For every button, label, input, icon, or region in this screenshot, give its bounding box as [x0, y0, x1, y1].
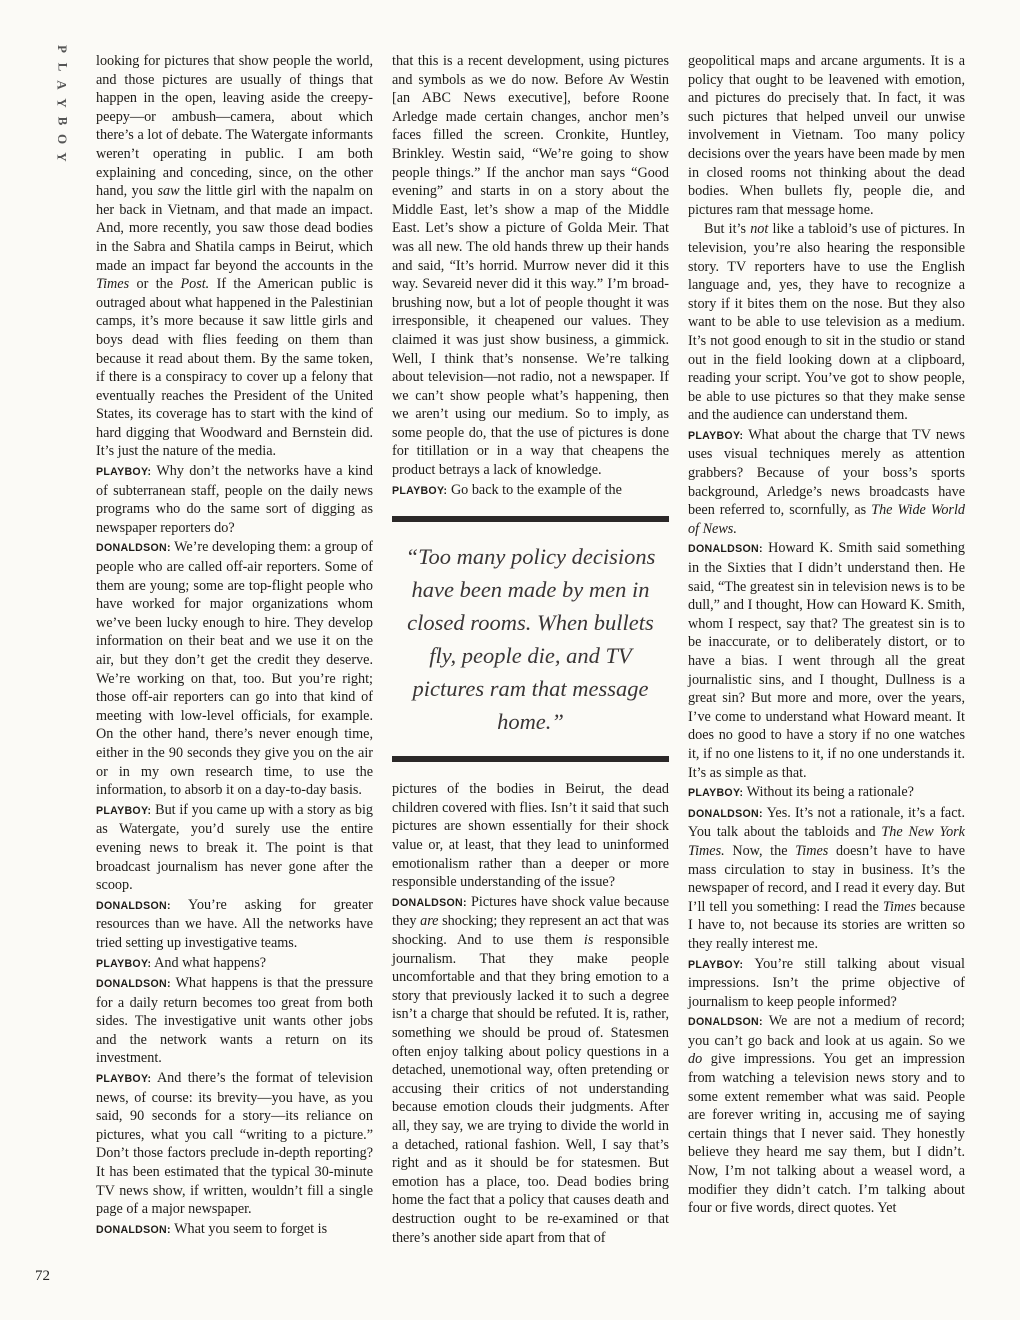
paragraph — [688, 1012, 965, 1218]
italic-text: The Wide World of News. — [688, 502, 965, 537]
paragraph — [392, 52, 669, 480]
column-2 — [392, 52, 669, 1248]
paragraph — [96, 462, 373, 537]
body-text: We are not a medium of record; you can’t go back and look at us again. So we — [688, 1013, 965, 1049]
speaker-label: DONALDSON: — [96, 542, 171, 555]
body-text: You’re asking for greater resources than we have. All the networks have tried setting up investigative teams. — [96, 896, 373, 951]
paragraph — [688, 426, 965, 539]
italic-text: Times — [795, 842, 829, 859]
speaker-label: DONALDSON: — [688, 807, 763, 820]
body-text: Without its being a rationale? — [743, 784, 914, 801]
body-text: Now, the — [724, 842, 796, 859]
speaker-label: PLAYBOY: — [688, 958, 744, 971]
speaker-label: DONALDSON: — [688, 543, 763, 556]
body-text: doesn’t have to have mass circulation to stay in business. It’s the newspaper of record, and I read it every day. But I’ll tell you something: I read the — [688, 842, 966, 915]
speaker-label: PLAYBOY: — [96, 957, 152, 970]
paragraph — [688, 52, 965, 219]
column-2-top — [392, 52, 669, 500]
speaker-label: PLAYBOY: — [688, 787, 744, 800]
paragraph — [96, 896, 373, 953]
playboy-vertical-logo — [51, 40, 73, 166]
paragraph — [96, 52, 373, 461]
speaker-label: PLAYBOY: — [688, 429, 744, 442]
body-text: We’re developing them: a group of people who are called off-air reporters. Some of them are young; some are top-flight people who have worked for major organizations whom we’ve been lucky enough to hire. They develop information on their beat and we use it on the air, but they don’t get the credit they deserve. We’re working on that, too. But you’re right; those off-air reporters can go into that kind of meeting with low-level officials, for example. On the other hand, there’s never enough time, either in the 90 seconds they give you on the air or in my own research time, to use the information, to absorb it on a day-to-day basis. — [96, 539, 373, 799]
body-text: Yes. It’s not a rationale, it’s a fact. You talk about the tabloids and — [688, 804, 965, 841]
italic-text: The New York Times. — [688, 824, 965, 859]
italic-text: do — [688, 1051, 703, 1068]
italic-text: Times — [882, 898, 916, 915]
speaker-label: PLAYBOY: — [96, 804, 152, 817]
paragraph — [96, 954, 373, 974]
body-text: And there’s the format of television news, of course: its brevity—you have, as you said, 90 seconds for a story—its reliance on pictures, what you call “writing to a picture.” Don’t those factors preclude in-depth reporting? It has been estimated that the typical 30-minute TV news show, if written, wouldn’t fill a single page of a major newspaper. — [96, 1070, 373, 1218]
logo-letter: O — [55, 133, 70, 145]
logo-letter: Y — [54, 98, 70, 108]
body-text: geopolitical maps and arcane arguments. It is a policy that ought to be leavened with emotion, and pictures do precisely that. In fact, it was such pictures that helped unveil our unwise involvement in Vietnam. Too many policy decisions over the years have been made by men in closed rooms not thinking about the dead bodies. When bullets fly, people die, and pictures ram that message home. — [688, 53, 965, 218]
pull-quote-top-rule — [392, 516, 669, 522]
paragraph — [96, 538, 373, 799]
paragraph — [392, 780, 669, 892]
paragraph — [688, 220, 965, 425]
body-text: And what happens? — [151, 954, 267, 971]
pull-quote-text: “Too many policy decisions have been made by men in closed rooms. When bullets fly, people die, and TV pictures ram that message home.” — [405, 544, 656, 735]
body-text: give impressions. You get an impression from watching a television news story and to some extent remember what was said. People are forever writing in, accusing me of saying certain things that I never said. They honestly believe they heard me say them, but I didn’t. Now, I’m not talking about a weasel word, a modifier they didn’t catch. I’m talking about four or five words, direct quotes. Yet — [688, 1051, 965, 1217]
body-text: What you seem to forget is — [170, 1220, 328, 1237]
body-text: What about the charge that TV news uses visual techniques merely as attention grabbers? Because of your boss’s sports background, Arledge’s news broadcasts have been referred to, scornfully, as — [688, 426, 965, 519]
italic-text: Times — [96, 276, 130, 293]
pull-quote-bottom-rule — [392, 756, 669, 762]
speaker-label: DONALDSON: — [96, 899, 171, 912]
body-text: or the — [129, 276, 181, 293]
body-text: Pictures have shock value because they — [392, 893, 669, 930]
paragraph — [96, 1069, 373, 1219]
logo-letter: B — [54, 116, 70, 126]
italic-text: saw — [157, 183, 180, 200]
logo-letter: Y — [54, 152, 70, 162]
paragraph — [96, 801, 373, 895]
paragraph — [688, 783, 965, 803]
italic-text: not — [750, 221, 769, 238]
pull-quote — [392, 516, 669, 762]
page-number: 72 — [35, 1268, 50, 1284]
column-2-bottom — [392, 780, 669, 1247]
body-text: Go back to the example of the — [447, 481, 622, 498]
speaker-label: DONALDSON: — [96, 978, 171, 991]
body-text: Why don’t the networks have a kind of subterranean staff, people on the daily news programs who do the same sort of digging as newspaper reporters do? — [96, 463, 373, 536]
italic-text: are — [420, 913, 439, 930]
paragraph — [96, 974, 373, 1068]
italic-text: Post. — [180, 276, 210, 293]
body-text: But it’s — [704, 221, 751, 238]
body-text: What happens is that the pressure for a daily return becomes too great from both sides. The investigative unit wants other jobs and the network wants a return on its investment. — [96, 975, 373, 1067]
logo-letter: P — [54, 45, 70, 53]
paragraph — [688, 539, 965, 782]
column-3 — [688, 52, 965, 1219]
speaker-label: PLAYBOY: — [96, 466, 152, 479]
body-text: shocking; they represent an act that was shocking. And to use them — [392, 913, 669, 948]
paragraph — [96, 1220, 373, 1240]
body-text: the little girl with the napalm on her back in Vietnam, and that made an impact. And, more recently, you saw those dead bodies in the Sabra and Shatila camps in Beirut, which made an impact far beyond the accounts in the — [96, 183, 373, 274]
body-text: responsible journalism. That they make people uncomfortable and that they bring emotion to a story that previously lacked it to such a degree isn’t a charge that should be refuted. It is, rather, something we should be proud of. Statesmen often enjoy talking about policy questions in a detached, unemotional way, often pretending or accusing their critics of not understanding because emotion clouds their judgments. After all, they say, we are trying to divide the world in a detached, rational fashion. Well, I say that’s right and as it should be for statesmen. But emotion has a place, too. Dead bodies bring home the fact that a policy that causes death and destruction ought to be re-examined or that there’s another side apart from that of — [392, 932, 669, 1246]
body-text: pictures of the bodies in Beirut, the dead children covered with flies. Isn’t it said that such pictures are shown essentially for their shock value or, at least, that they lead to uninformed emotionalism rather than a deeper or more responsible understanding of the issue? — [392, 781, 669, 891]
body-text: But if you came up with a story as big as Watergate, you’d surely use the entire evening news to break it. The point is that broadcast journalism has never gone after the scoop. — [96, 801, 373, 894]
body-text: Howard K. Smith said something in the Sixties that I didn’t understand then. He said, “The greatest sin in television news is to be dull,” and I thought, How can Howard K. Smith, whom I respect, say that? The greatest sin is to be inaccurate, or to deliberately distort, or to have a bias. I went through all the great journalistic sins, and I thought, Dullness is a great sin? But more and more, over the years, I’ve come to understand what Howard meant. It does no good to have a story if no one watches it, if no one listens to it, if no one understands it. It’s as simple as that. — [688, 540, 965, 781]
paragraph — [392, 481, 669, 501]
speaker-label: DONALDSON: — [96, 1223, 171, 1236]
body-text: because I have to, not because its stories are written so they really interest me. — [688, 898, 965, 952]
paragraph — [392, 893, 669, 1247]
body-text: looking for pictures that show people the world, and those pictures are usually of things that happen in the open, leaving aside the creepy-peepy—or ambush—camera, about which there’s a lot of debate. The Watergate informants weren’t operating in public. I am both explaining and conceding, since, on the other hand, you — [96, 53, 373, 200]
body-text: You’re still talking about visual impressions. Isn’t the prime objective of journalism to keep people informed? — [688, 955, 965, 1010]
paragraph — [688, 804, 965, 954]
body-text: like a tabloid’s use of pictures. In television, you’re also hearing the responsible story. TV reporters have to use the English language and, yes, they have to recognize a story if it bites them on the nose. But they also want to be able to use television as a medium. It’s not good enough to sit in the studio or stand out in the field looking down at a clipboard, reading your script. You’ve got to show people, be able to use pictures so that they make sense and the audience can understand them. — [688, 221, 965, 424]
speaker-label: PLAYBOY: — [96, 1073, 152, 1086]
logo-letter: A — [54, 80, 70, 90]
logo-letter: L — [54, 62, 70, 72]
paragraph — [688, 955, 965, 1012]
speaker-label: PLAYBOY: — [392, 484, 448, 497]
body-text: that this is a recent development, using pictures and symbols as we do now. Before Av Westin [an ABC News executive], before Roone Arledge made certain changes, anchor men’s faces filled the screen. Cronkite, Huntley, Brinkley. Westin said, “We’re going to show people things.” If the anchor man says “Good evening” and starts in on a story about the Middle East, let’s show a map of the Middle East. Let’s show a picture of Golda Meir. That was all new. The old hands threw up their hands and said, “It’s horrid. Murrow never did it this way. Sevareid never did it this way.” I’m broad-brushing now, but a lot of people thought it was irresponsible, it cheapened our values. They claimed it was just show business, a gimmick. Well, I think that’s nonsense. We’re talking about television—not radio, not a newspaper. If we can’t show people what’s happening, then we aren’t using our medium. So to imply, as some people do, that the use of pictures is done for titillation or in a way that cheapens the product betrays a lack of knowledge. — [392, 53, 669, 479]
speaker-label: DONALDSON: — [688, 1016, 763, 1029]
column-1 — [96, 52, 373, 1240]
body-text: If the American public is outraged about what happened in the Palestinian camps, it’s more because it saw little girls and boys dead with flies feeding on them than because it read about them. By the same token, if there is a conspiracy to cover up a felony that eventually reaches the President of the United States, its coverage has to start with the kind of hard digging that Woodward and Bernstein did. It’s just the nature of the media. — [96, 276, 373, 460]
speaker-label: DONALDSON: — [392, 896, 467, 909]
italic-text: is — [583, 932, 594, 948]
